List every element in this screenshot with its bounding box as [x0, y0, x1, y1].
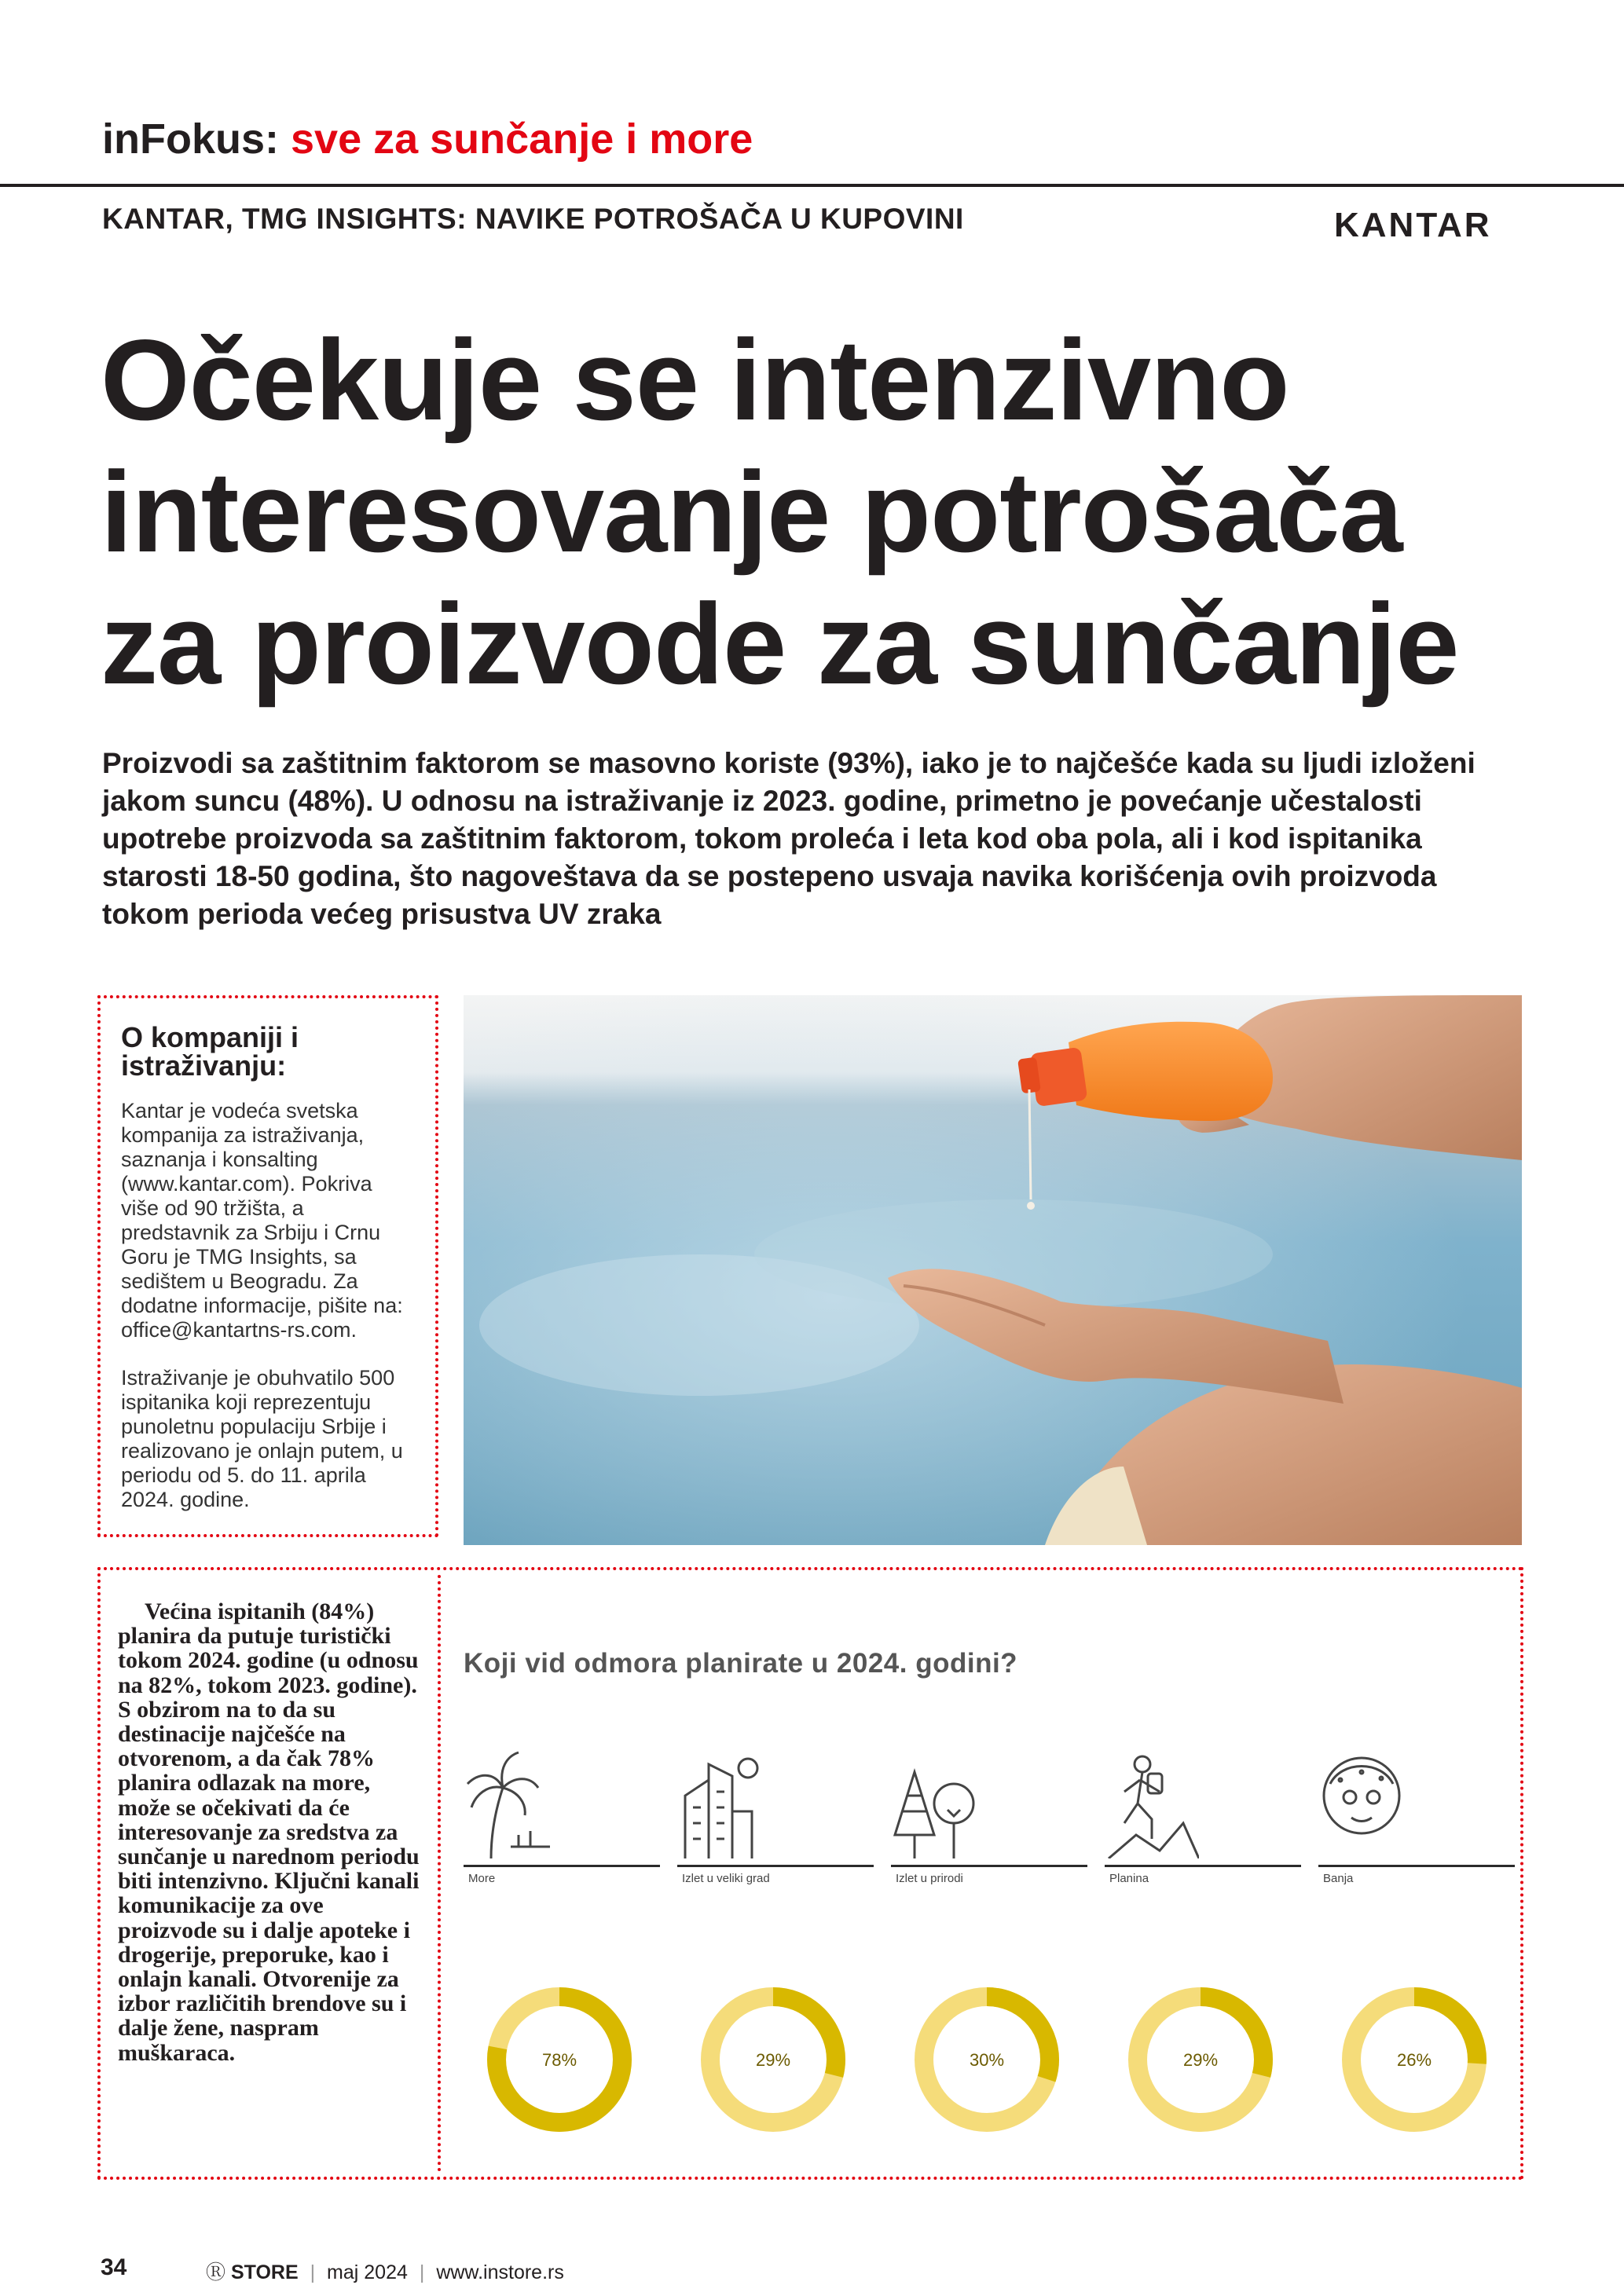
donut-chart [695, 1981, 852, 2138]
magazine-name: STORE [230, 2261, 299, 2283]
headline-line: interesovanje potrošača [101, 448, 1402, 576]
category-rule [1318, 1865, 1515, 1867]
website-link[interactable]: www.instore.rs [436, 2261, 564, 2283]
face-mask-icon [1318, 1749, 1413, 1858]
headline-line: za proizvode za sunčanje [101, 580, 1459, 708]
section-title [102, 115, 753, 163]
donut-value-label: 26% [1396, 2050, 1432, 2070]
donut-chart [1336, 1981, 1493, 2138]
chart-title: Koji vid odmora planirate u 2024. godini? [464, 1648, 1018, 1679]
footer-separator: | [419, 2261, 425, 2283]
donut-value-label: 29% [1182, 2050, 1219, 2070]
body-paragraph: Većina ispitanih (84%) planira da putuje turistički tokom 2024. godine (u odnosu na 82%, tokom 2023. godine). S obzirom na to da su destinacije najčešće na otvorenom, a da čak 78% planira odlazak na more, može se očekivati da će interesovanje za sredstva za sunčanje u narednom periodu biti intenzivno. Ključni kanali komunikacije za ove proizvode su i dalje apoteke i drogerije, preporuke, kao i onlajn kanali. Otvorenije za izbor različitih brendove su i dalje žene, naspram muškaraca. [118, 1598, 420, 2066]
kicker: KANTAR, TMG INSIGHTS: NAVIKE POTROŠAČA U KUPOVINI [102, 203, 964, 235]
box-divider [438, 1575, 441, 2172]
headline [101, 314, 1578, 710]
category-rule [464, 1865, 660, 1867]
sidebar-title: O kompaniji i istraživanju: [121, 1021, 299, 1082]
lead-paragraph: Proizvodi sa zaštitnim faktorom se masovno koriste (93%), iako je to najčešće kada su ljudi izloženi jakom suncu (48%). U odnosu na istraživanje iz 2023. godine, primetno je povećanje učestalosti upotrebe proizvoda sa zaštitnim faktorom, tokom proleća i leta kod oba pola, ali i kod ispitanika starosti 18-50 godina, što nagoveštava da se postepeno usvaja navika korišćenja ovih proizvoda tokom perioda većeg prisustva UV zraka [102, 747, 1476, 930]
sunscreen-photo [464, 995, 1522, 1545]
donut-chart [1122, 1981, 1279, 2138]
footer-masthead [206, 2257, 564, 2285]
palm-beach-icon [464, 1749, 558, 1858]
hiker-icon [1105, 1749, 1199, 1858]
category-label: Izlet u prirodi [896, 1872, 963, 1885]
trees-icon [891, 1749, 985, 1858]
sidebar-paragraph: Kantar je vodeća svetska kompanija za istraživanja, saznanja i konsalting (www.kantar.com). Pokriva više od 90 tržišta, a predstavnik za Srbiju i Crnu Goru je TMG Insights, sa sedištem u Beogradu. Za dodatne informacije, pišite na: office@kantartns-rs.com. [121, 1099, 403, 1342]
category-label: Izlet u veliki grad [682, 1872, 770, 1885]
issue-date: maj 2024 [327, 2261, 408, 2283]
page-number: 34 [101, 2254, 127, 2280]
section-topic: sve za sunčanje i more [291, 115, 753, 163]
kantar-logo: KANTAR [1334, 206, 1492, 244]
category-rule [891, 1865, 1087, 1867]
category-label: Planina [1109, 1872, 1149, 1885]
donut-value-label: 30% [969, 2050, 1005, 2070]
donut-chart [908, 1981, 1065, 2138]
footer-separator: | [310, 2261, 316, 2283]
category-label: More [468, 1872, 496, 1885]
sidebar-paragraph: Istraživanje je obuhvatilo 500 ispitanika koji reprezentuju punoletnu populaciju Srbije i realizovano je onlajn putem, u periodu od 5. do 11. aprila 2024. godine. [121, 1366, 403, 1511]
headline-line: Očekuje se intenzivno [101, 316, 1289, 444]
section-prefix: inFokus: [102, 115, 279, 163]
donut-value-label: 78% [541, 2050, 577, 2070]
store-logo-icon: Ⓡ [206, 2261, 226, 2283]
header-rule [0, 184, 1624, 187]
city-building-icon [677, 1749, 772, 1858]
category-rule [677, 1865, 874, 1867]
donut-chart [481, 1981, 638, 2138]
donut-value-label: 29% [755, 2050, 791, 2070]
category-rule [1105, 1865, 1301, 1867]
sidebar-box [97, 995, 438, 1537]
category-label: Banja [1323, 1872, 1354, 1885]
